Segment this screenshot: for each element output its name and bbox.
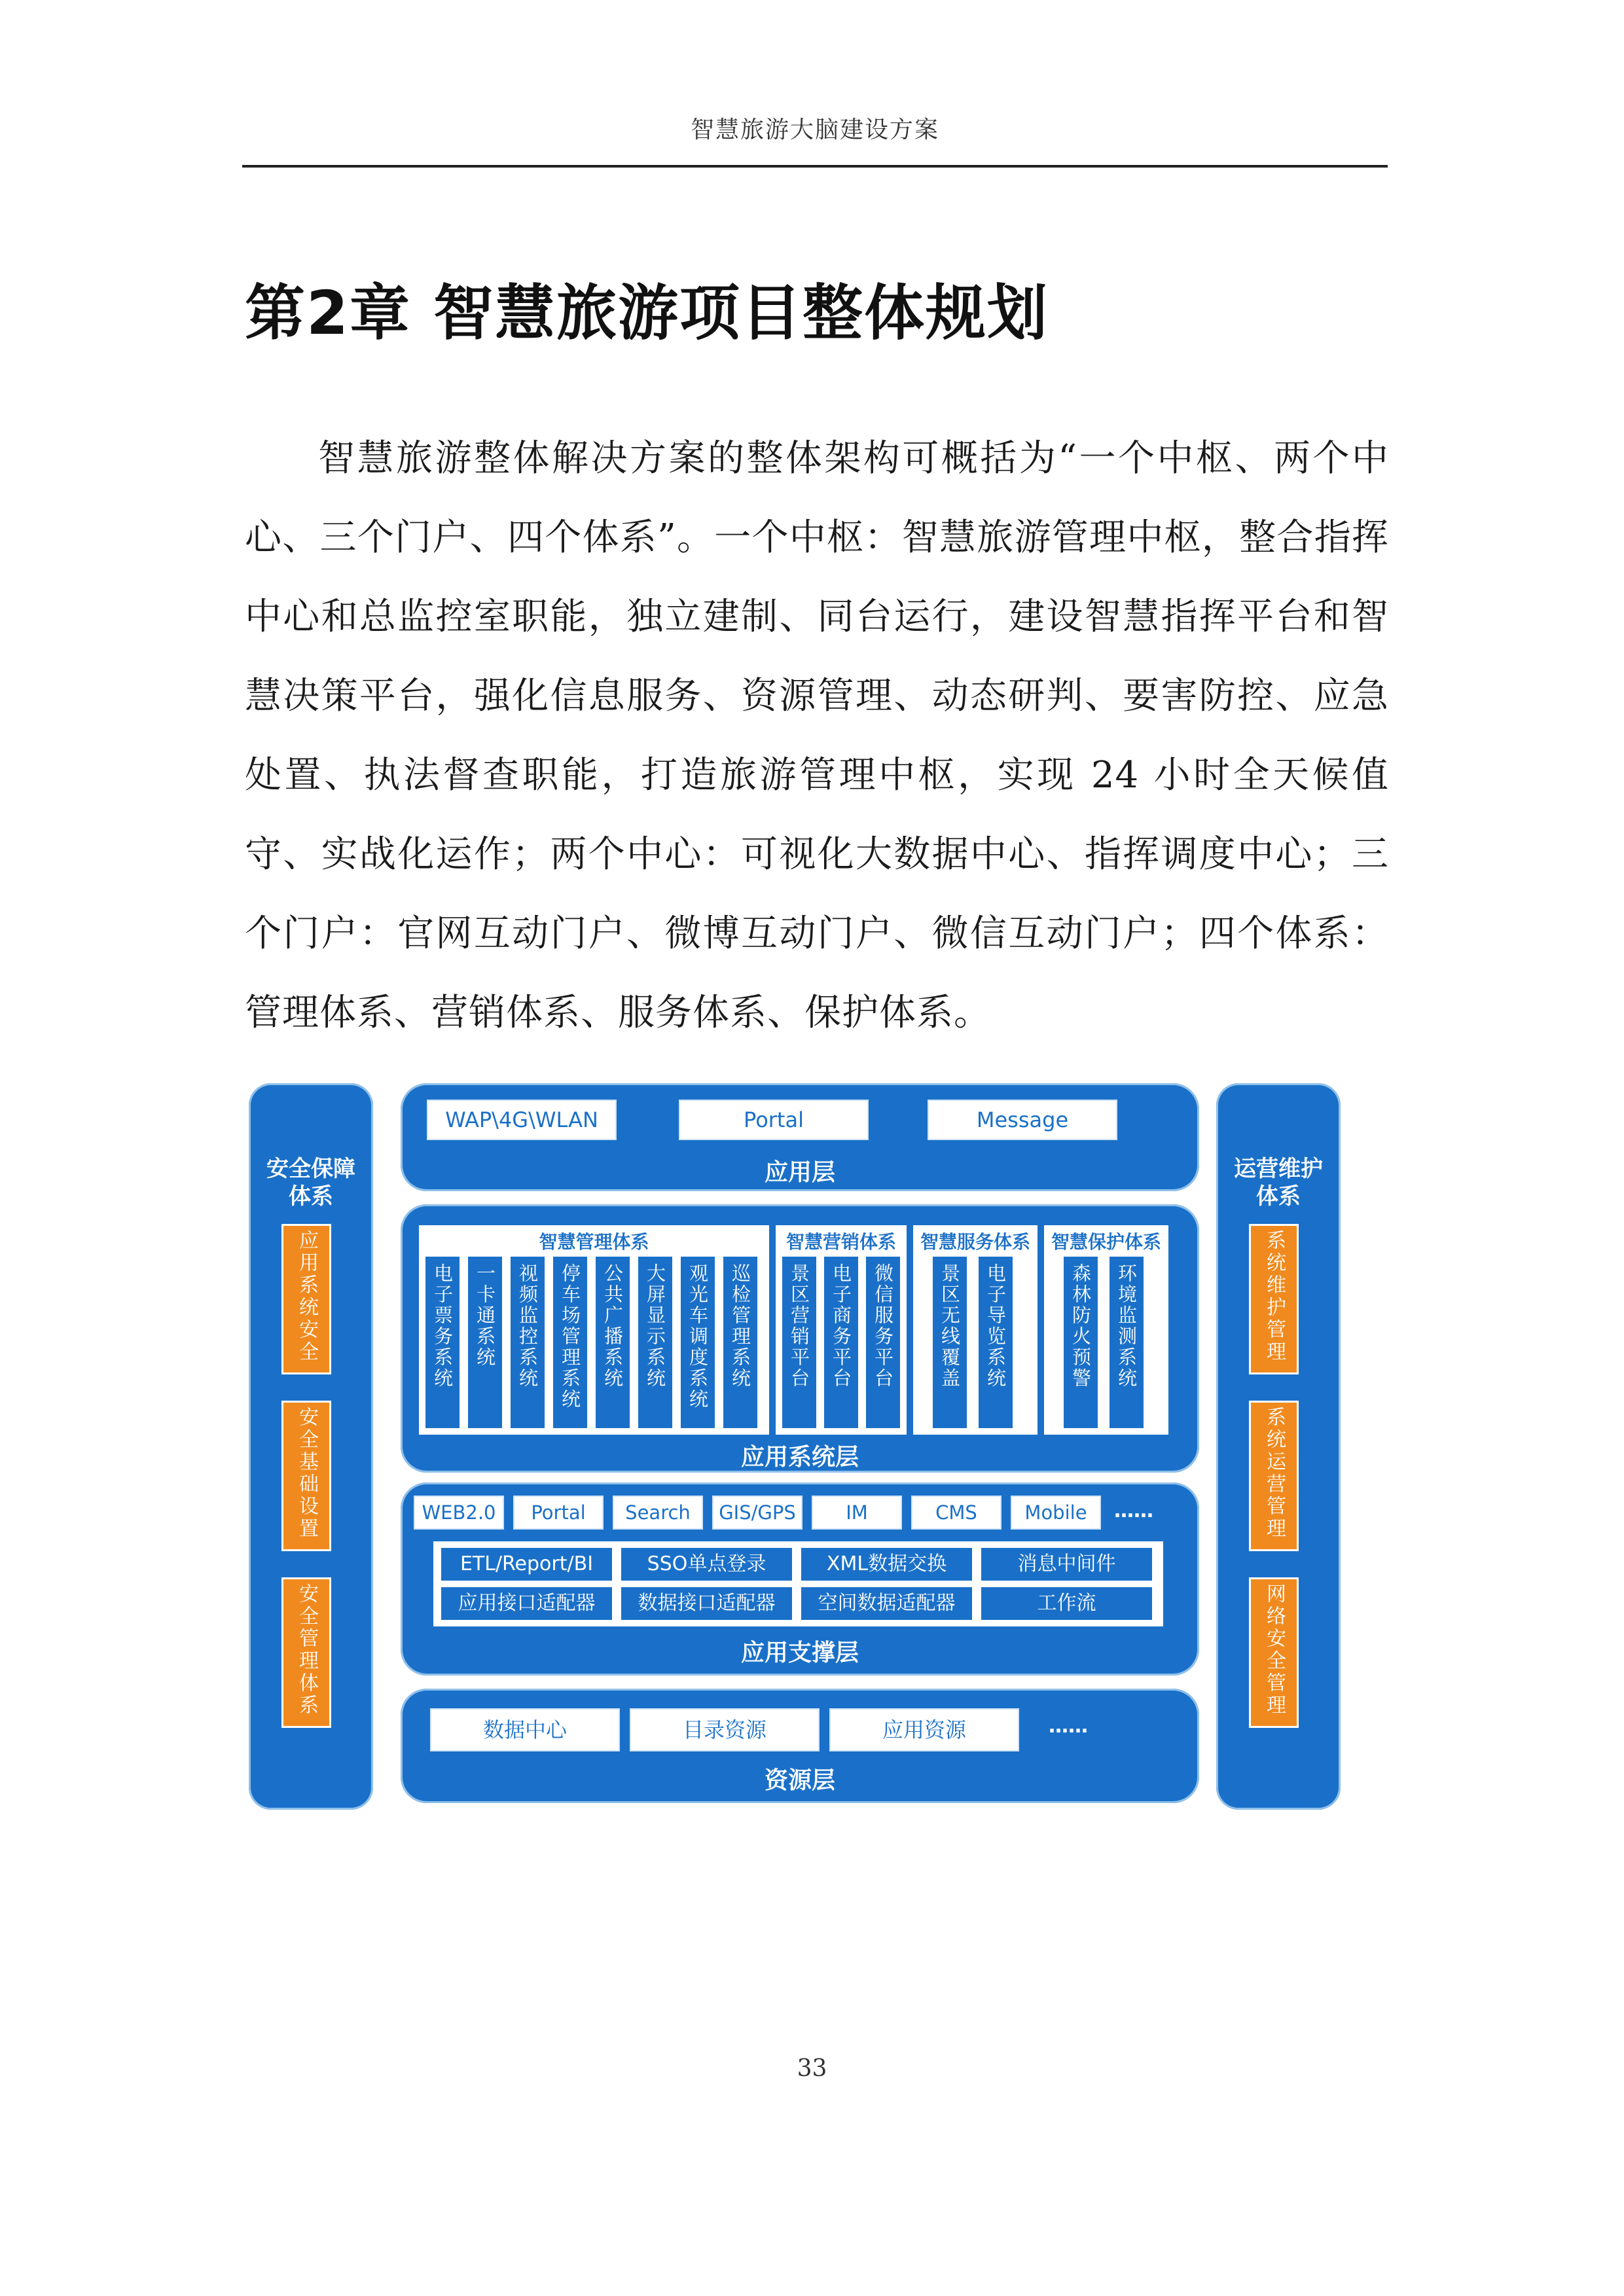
application-system-layer-label: 应用系统层 [740, 1444, 859, 1471]
group-title: 智慧管理体系 [539, 1231, 649, 1253]
system-bar [866, 1257, 900, 1428]
group-title: 智慧营销体系 [785, 1231, 896, 1253]
security-system-title [249, 1155, 373, 1210]
support-grid-item: XML数据交换 [800, 1547, 973, 1582]
operation-item-label: 系统运营管理 [1263, 1407, 1286, 1540]
system-bar [1110, 1257, 1144, 1428]
support-top-item: Portal [513, 1496, 604, 1530]
support-service-grid [433, 1541, 1163, 1626]
protection-system-panel [1044, 1225, 1168, 1435]
application-support-layer-label: 应用支撑层 [740, 1640, 859, 1666]
header-rule [242, 165, 1388, 168]
support-top-item: Search [613, 1496, 703, 1530]
body-paragraph: 智慧旅游整体解决方案的整体架构可概括为“一个中枢、两个中心、三个门户、四个体系”。一个中枢：智慧旅游管理中枢，整合指挥中心和总监控室职能，独立建制、同台运行，建设智慧指挥平台和智慧决策平台，强化信息服务、资源管理、动态研判、要害防控、应急处置、执法督查职能，打造旅游管理中枢，实现 24 小时全天候值守、实战化运作；两个中心：可视化大数据中心、指挥调度中心；三个门户：官网互动门户、微博互动门户、微信互动门户；四个体系：管理体系、营销体系、服务体系、保护体系。 [245, 437, 1389, 1034]
security-item-box [281, 1401, 331, 1551]
system-bar-label: 观光车调度系统 [687, 1263, 709, 1410]
system-bar [468, 1257, 502, 1428]
operation-title-line1: 运营维护 [1234, 1156, 1323, 1182]
application-layer [401, 1083, 1199, 1191]
system-bar [824, 1257, 858, 1428]
support-grid-item: 工作流 [980, 1586, 1153, 1621]
system-bar-label: 景区无线覆盖 [939, 1263, 961, 1389]
operation-item-label: 网络安全管理 [1263, 1583, 1286, 1717]
resource-layer [401, 1689, 1199, 1803]
support-grid-item: 数据接口适配器 [620, 1586, 793, 1621]
system-bar-label: 电子商务平台 [830, 1263, 852, 1389]
system-bar [511, 1257, 545, 1428]
service-system-panel [913, 1225, 1038, 1435]
resource-ellipsis: …… [1049, 1715, 1088, 1738]
system-bar-label: 大屏显示系统 [644, 1263, 666, 1389]
support-grid-item: 空间数据适配器 [800, 1586, 973, 1621]
system-bar-label: 森林防火预警 [1070, 1263, 1092, 1389]
architecture-diagram [249, 1083, 1362, 1816]
security-system-column [249, 1083, 373, 1810]
support-grid-item: SSO单点登录 [620, 1547, 793, 1582]
system-bar [681, 1257, 715, 1428]
group-title: 智慧保护体系 [1051, 1231, 1161, 1253]
operation-item-label: 系统维护管理 [1263, 1230, 1286, 1363]
running-header: 智慧旅游大脑建设方案 [690, 117, 939, 143]
system-bar-label: 景区营销平台 [788, 1263, 810, 1389]
application-system-layer [401, 1204, 1199, 1473]
operation-title-line2: 体系 [1256, 1183, 1301, 1210]
system-bar-label: 电子票务系统 [431, 1263, 454, 1389]
support-top-item: IM [812, 1496, 902, 1530]
operation-item-box [1249, 1224, 1299, 1374]
system-bar-label: 一卡通系统 [474, 1263, 496, 1368]
system-bar-label: 微信服务平台 [872, 1263, 894, 1389]
marketing-system-panel [776, 1225, 907, 1435]
support-top-item: Mobile [1011, 1496, 1101, 1530]
system-bar [638, 1257, 672, 1428]
system-bar-label: 环境监测系统 [1115, 1263, 1138, 1389]
management-system-panel [419, 1225, 769, 1435]
operation-system-column [1216, 1083, 1341, 1810]
chapter-title: 第2章 智慧旅游项目整体规划 [245, 278, 1049, 348]
system-bar [979, 1257, 1013, 1428]
security-item-label: 应用系统安全 [295, 1230, 318, 1363]
security-item-label: 安全管理体系 [295, 1583, 318, 1717]
resource-item: 数据中心 [430, 1708, 620, 1751]
support-top-ellipsis: …… [1114, 1499, 1153, 1522]
support-top-item: WEB2.0 [414, 1496, 504, 1530]
app-layer-item: WAP\4G\WLAN [427, 1100, 617, 1140]
security-item-label: 安全基础设置 [295, 1407, 318, 1540]
app-layer-item: Portal [679, 1100, 869, 1140]
application-support-layer [401, 1482, 1199, 1676]
system-bar [553, 1257, 587, 1428]
system-bar [723, 1257, 757, 1428]
operation-item-box [1249, 1577, 1299, 1728]
resource-layer-label: 资源层 [764, 1767, 835, 1794]
resource-item: 应用资源 [829, 1708, 1019, 1751]
support-grid-item: 应用接口适配器 [440, 1586, 613, 1621]
system-bar-label: 视频监控系统 [516, 1263, 539, 1389]
system-bar-label: 公共广播系统 [602, 1263, 624, 1389]
resource-item: 目录资源 [630, 1708, 820, 1751]
security-title-line1: 安全保障 [266, 1156, 355, 1182]
system-bar [933, 1257, 967, 1428]
operation-item-box [1249, 1401, 1299, 1551]
security-title-line2: 体系 [289, 1183, 333, 1210]
system-bar-label: 停车场管理系统 [559, 1263, 581, 1410]
security-item-box [281, 1224, 331, 1374]
app-layer-item: Message [928, 1100, 1117, 1140]
page-number: 33 [797, 2055, 827, 2082]
operation-system-title [1216, 1155, 1341, 1210]
system-bar [596, 1257, 630, 1428]
support-top-item: GIS/GPS [712, 1496, 803, 1530]
support-top-item: CMS [911, 1496, 1001, 1530]
system-bar [1064, 1257, 1098, 1428]
system-bar [782, 1257, 816, 1428]
system-bar-label: 电子导览系统 [984, 1263, 1007, 1389]
support-grid-item: ETL/Report/BI [440, 1547, 613, 1582]
system-bar-label: 巡检管理系统 [729, 1263, 751, 1389]
application-layer-label: 应用层 [764, 1159, 835, 1186]
support-grid-item: 消息中间件 [980, 1547, 1153, 1582]
security-item-box [281, 1577, 331, 1728]
group-title: 智慧服务体系 [920, 1231, 1030, 1253]
system-bar [425, 1257, 460, 1428]
